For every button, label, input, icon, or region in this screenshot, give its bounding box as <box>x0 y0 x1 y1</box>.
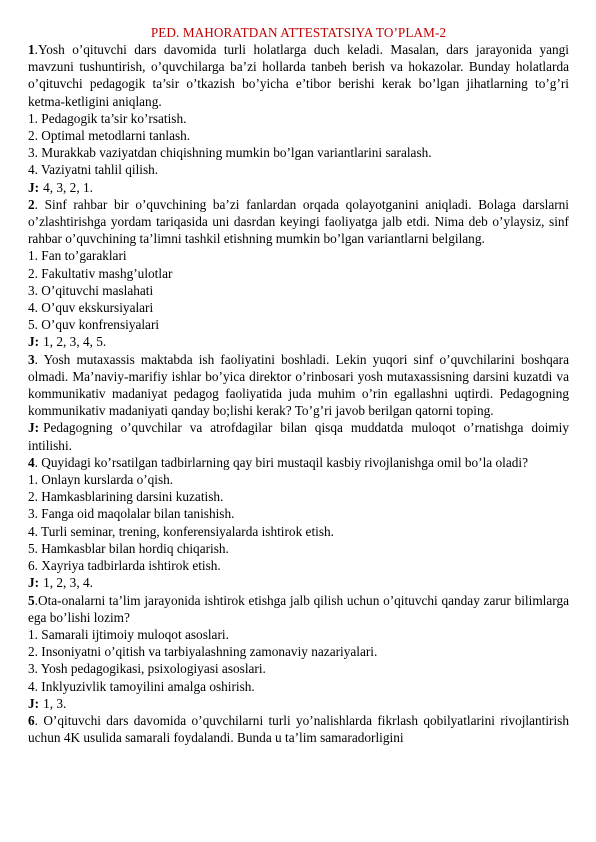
answer-label: J: <box>28 334 40 350</box>
answer-text: 4, 3, 2, 1. <box>43 179 93 195</box>
question-text: 1.Yosh o’qituvchi dars davomida turli holatlarga duch keladi. Masalan, dars jarayonida yangi mavzuni tushuntirish, o’quvchilarga ba’zi hollarda tanbeh berish va hokazolar. Bunday holatlarda o’qituvchi pedagogik ta’sir o’tkazish bo’yicha e’tibor berishi kerak bo’lgan jihatlarning to’g’ri ketma-ketligini aniqlang. <box>28 42 569 109</box>
question-block-1 <box>28 41 569 196</box>
option-item: 5. O’quv konfrensiyalari <box>28 317 160 333</box>
answer-line <box>28 695 569 712</box>
question-text: 6. O’qituvchi dars davomida o’quvchilarni turli yo’nalishlarda fikrlash qobilyatlarini rivojlantirish uchun 4K usulida samarali foydalandi. Bunda u ta’lim samaradorligini <box>28 712 569 746</box>
answer-line <box>28 179 569 196</box>
question-block-2 <box>28 196 569 351</box>
question-number: 1 <box>28 42 35 57</box>
option-item: 4. Inklyuzivlik tamoyilini amalga oshirish. <box>28 678 255 694</box>
option-item: 3. Yosh pedagogikasi, psixologiyasi asoslari. <box>28 661 266 677</box>
question-text: 2. Sinf rahbar bir o’quvchining ba’zi fanlardan orqada qolayotganini aniqladi. Bolaga darslarni o’zlashtirishga yordam tariqasida uni dasrdan keyingi faoliyatga jalb etdi. Nima deb o’ylaysiz, sinf rahbar o’quvchining ta’limni tashkil etishning mumkin bo’lgan variantlarni belgilang. <box>28 196 569 247</box>
option-item: 2. Fakultativ mashg’ulotlar <box>28 265 173 281</box>
answer-line <box>28 574 569 591</box>
answer-text: 1, 2, 3, 4. <box>43 575 93 591</box>
question-block-3 <box>28 351 569 454</box>
answer-text: Pedagogning o’quvchilar va atrofdagilar bilan qisqa muddatda muloqot o’rnatishga doimiy intilishi. <box>28 420 569 453</box>
question-text: 5.Ota-onalarni ta’lim jarayonida ishtirok etishga jalb qilish uchun o’qituvchi qanday zarur bilimlarga ega bo’lishi lozim? <box>28 592 569 625</box>
question-text: 3. Yosh mutaxassis maktabda ish faoliyatini boshladi. Lekin yuqori sinf o’quvchilarini boshqara olmadi. Ma’naviy-marifiy ishlar bo’yica direktor o’rinbosari yosh mutaxassisning darsini kuzatdi va kommunikativ madaniyat pedagog faoliyatida juda muhim o’rin egallashni uqtirdi. Pedagogning kommunikativ madaniyati qanday bo;lishi kerak? To’g’ri javob berilgan qatorni toping. <box>28 351 569 419</box>
question-block-6 <box>28 712 569 746</box>
question-block-4 <box>28 454 569 592</box>
option-item: 4. Vaziyatni tahlil qilish. <box>28 162 159 178</box>
answer-text: 1, 3. <box>43 695 67 711</box>
option-item: 1. Samarali ijtimoiy muloqot asoslari. <box>28 626 229 642</box>
question-block-5 <box>28 592 569 712</box>
option-item: 1. Onlayn kurslarda o’qish. <box>28 472 174 488</box>
answer-label: J: <box>28 420 40 436</box>
answer-label: J: <box>28 575 40 591</box>
option-item: 1. Pedagogik ta’sir ko’rsatish. <box>28 110 187 126</box>
option-item: 1. Fan to’garaklari <box>28 248 127 264</box>
question-text: 4. Quyidagi ko’rsatilgan tadbirlarning qay biri mustaqil kasbiy rivojlanishga omil bo’la oladi? <box>28 454 529 470</box>
question-number: 2 <box>28 196 35 212</box>
answer-text: 1, 2, 3, 4, 5. <box>43 334 107 350</box>
answer-line <box>28 419 569 453</box>
option-item: 2. Insoniyatni o’qitish va tarbiyalashning zamonaviy nazariyalari. <box>28 644 378 660</box>
question-number: 4 <box>28 454 35 470</box>
option-item: 2. Hamkasblarining darsini kuzatish. <box>28 489 224 505</box>
answer-line <box>28 333 569 350</box>
question-number: 5 <box>28 592 35 608</box>
option-item: 3. Murakkab vaziyatdan chiqishning mumkin bo’lgan variantlarini saralash. <box>28 145 432 161</box>
question-number: 6 <box>28 712 35 728</box>
document-title: PED. MAHORATDAN ATTESTATSIYA TO’PLAM-2 <box>150 25 447 40</box>
option-item: 5. Hamkasblar bilan hordiq chiqarish. <box>28 540 229 556</box>
option-item: 3. O’qituvchi maslahati <box>28 282 154 298</box>
option-item: 4. Turli seminar, trening, konferensiyalarda ishtirok etish. <box>28 523 334 539</box>
answer-label: J: <box>28 179 40 195</box>
option-item: 2. Optimal metodlarni tanlash. <box>28 128 191 144</box>
option-item: 3. Fanga oid maqolalar bilan tanishish. <box>28 506 235 522</box>
answer-label: J: <box>28 695 40 711</box>
question-number: 3 <box>28 351 35 367</box>
option-item: 4. O’quv ekskursiyalari <box>28 300 154 316</box>
option-item: 6. Xayriya tadbirlarda ishtirok etish. <box>28 558 221 574</box>
